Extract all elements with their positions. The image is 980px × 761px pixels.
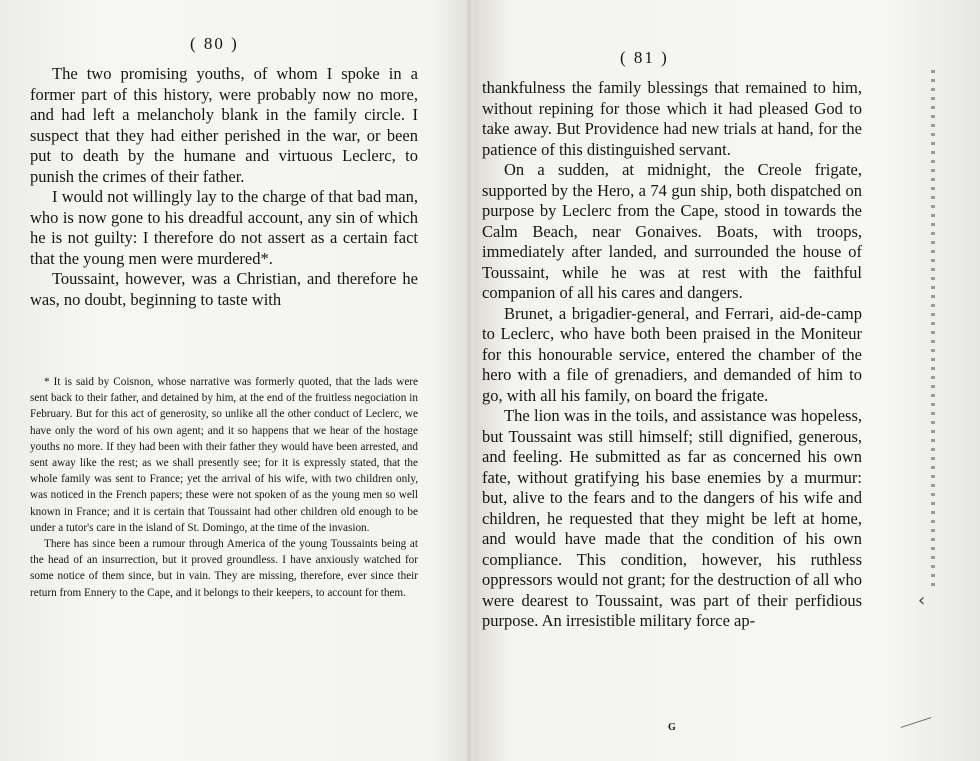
signature-mark: G [668, 722, 676, 733]
footnote-block [30, 374, 418, 601]
footnote: There has since been a rumour through America of the young Toussaints being at the head of an insurrection, but it proved groundless. I have anxiously watched for some notice of them since, but in vain. They are missing, therefore, ever since their return from Ennery to the Cape, and it belongs to their keepers, to account for them. [30, 538, 418, 599]
paragraph: thankfulness the family blessings that remained to him, without repining for those which it had pleased God to take away. But Providence had new trials at hand, for the patience of this distinguished servant. [482, 78, 862, 159]
page-number-right: ( 81 ) [620, 48, 669, 67]
paragraph: On a sudden, at midnight, the Creole frigate, supported by the Hero, a 74 gun ship, both dispatched on purpose by Leclerc from the Cape, stood in towards the Calm Beach, near Gonaives. Boats, with troops, immediately after landed, and surrounded the house of Toussaint, while he was at rest with the faithful companion of all his cares and dangers. [482, 160, 862, 302]
page-number-left: ( 80 ) [190, 34, 239, 53]
paragraph: Toussaint, however, was a Christian, and therefore he was, no doubt, beginning to taste with [30, 269, 418, 309]
paragraph: The lion was in the toils, and assistance was hopeless, but Toussaint was still himself; still dignified, generous, and feeling. He submitted as far as concerned his own fate, without gratifying his base enemies by a murmur: but, alive to the fears and to the dangers of his wife and children, he requested that they might be left at home, and would have made that the condition of his own compliance. This condition, however, his ruthless oppressors would not grant; for the destruction of all who were dearest to Toussaint, was part of their perfidious purpose. An irresistible military force ap- [482, 406, 862, 630]
margin-mark-icon: ‹ [918, 590, 926, 611]
paragraph: The two promising youths, of whom I spoke in a former part of this history, were probably now no more, and had left a melancholy blank in the family circle. I suspect that they had either perished in the war, or been put to death by the humane and virtuous Leclerc, to punish the crimes of their father. [30, 64, 418, 186]
page-gutter [466, 0, 472, 761]
footnote: * It is said by Coisnon, whose narrative was formerly quoted, that the lads were sent back to their father, and detained by him, at the end of the fruitless negociation in February. But for this act of generosity, so unlike all the other conduct of Leclerc, we have only the word of his own agent; and it so happens that we hear of the hostage youths no more. If they had been with their father they would have been arrested, and sent away like the rest; as we shall presently see; for it is expressly stated, that the whole family was sent to France; yet the arrival of his wife, with two children only, was noticed in the French papers; these were not spoken of as the young men so well known in France; and it is certain that Toussaint had other children old enough to be under a tutor's care in the island of St. Domingo, at the time of the invasion. [30, 376, 418, 534]
right-page-body [482, 78, 862, 632]
paragraph: I would not willingly lay to the charge of that bad man, who is now gone to his dreadful account, any sin of which he is not guilty: I therefore do not assert as a certain fact that the young men were murdered*. [30, 187, 418, 268]
left-page-body [30, 64, 418, 310]
page-edge-shadow [931, 70, 935, 590]
paragraph: Brunet, a brigadier-general, and Ferrari, aid-de-camp to Leclerc, who have both been praised in the Moniteur for this honourable service, entered the chamber of the hero with a file of grenadiers, and demanded of him to go, with all his family, on board the frigate. [482, 303, 862, 405]
